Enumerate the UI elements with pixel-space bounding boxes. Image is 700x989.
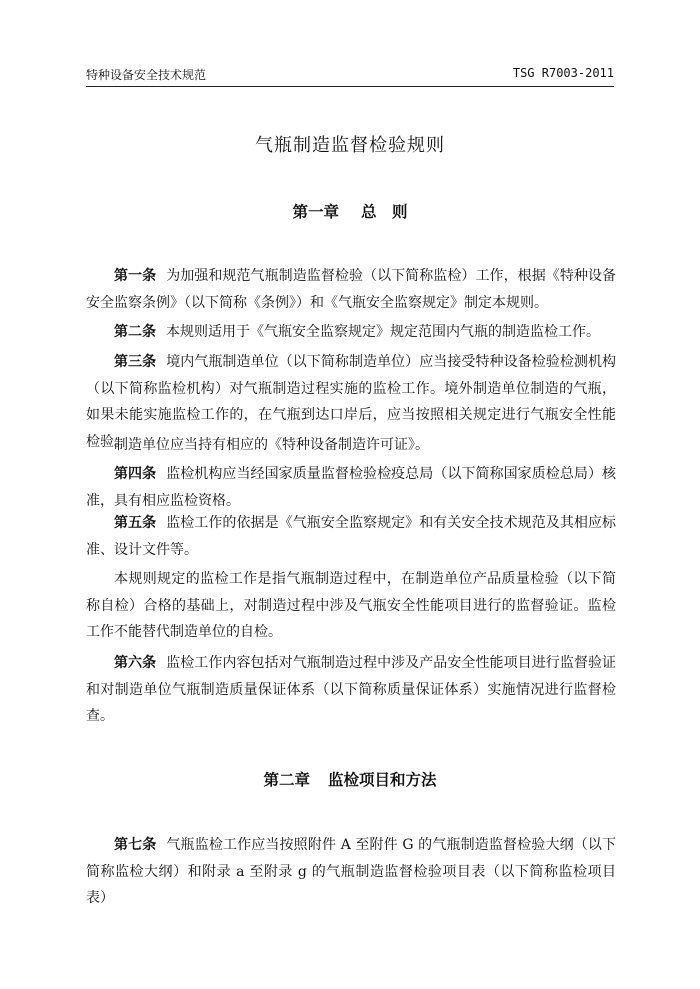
article-1 bbox=[86, 263, 616, 316]
document-title: 气瓶制造监督检验规则 bbox=[255, 135, 445, 156]
article-text: 本规则适用于《气瓶安全监察规定》规定范围内气瓶的制造监检工作。 bbox=[166, 324, 600, 340]
article-text: 监检工作的依据是《气瓶安全监察规定》和有关安全技术规范及其相应标准、设计文件等。 bbox=[86, 515, 617, 558]
article-text: 气瓶监检工作应当按照附件 A 至附件 G 的气瓶制造监督检验大纲（以下简称监检大纲）和附录 a 至附录 g 的气瓶制造监督检验项目表（以下简称监检项目表） bbox=[86, 837, 617, 906]
page-header bbox=[86, 66, 614, 84]
article-7 bbox=[86, 832, 616, 912]
article-label: 第二条 bbox=[114, 324, 156, 340]
article-text: 境内气瓶制造单位（以下简称制造单位）应当接受特种设备检验检测机构（以下简称监检机构）对气瓶制造过程实施的监检工作。境外制造单位制造的气瓶，如果未能实施监检工作的，在气瓶到达口岸后，应当按照相关规定进行气瓶安全性能检验。 bbox=[86, 354, 617, 450]
article-text: 监检机构应当经国家质量监督检验检疫总局（以下简称国家质检总局）核准，具有相应监检资格。 bbox=[86, 466, 617, 509]
article-text: 制造单位应当持有相应的《特种设备制造许可证》。 bbox=[114, 437, 429, 453]
article-label: 第七条 bbox=[114, 837, 157, 853]
article-2 bbox=[86, 319, 616, 346]
chapter-2-name: 监检项目和方法 bbox=[328, 771, 437, 789]
chapter-1-number: 第一章 bbox=[292, 203, 339, 221]
article-5 bbox=[86, 510, 616, 563]
article-4 bbox=[86, 461, 616, 514]
chapter-2-heading bbox=[0, 768, 700, 790]
article-label: 第四条 bbox=[114, 466, 157, 482]
chapter-1-name: 总 则 bbox=[361, 203, 408, 221]
article-text: 监检工作内容包括对气瓶制造过程中涉及产品安全性能项目进行监督验证和对制造单位气瓶制造质量保证体系（以下简称质量保证体系）实施情况进行监督检查。 bbox=[86, 655, 617, 724]
chapter-1-heading bbox=[0, 200, 700, 222]
header-spec-category: 特种设备安全技术规范 bbox=[86, 68, 207, 82]
article-5-paragraph-2 bbox=[86, 566, 616, 646]
article-text: 本规则规定的监检工作是指气瓶制造过程中，在制造单位产品质量检验（以下简称自检）合格的基础上，对制造过程中涉及气瓶安全性能项目进行的监督验证。监检工作不能替代制造单位的自检。 bbox=[86, 571, 616, 640]
article-label: 第五条 bbox=[114, 515, 157, 531]
article-label: 第一条 bbox=[114, 268, 157, 284]
article-6 bbox=[86, 650, 616, 730]
article-text: 为加强和规范气瓶制造监督检验（以下简称监检）工作，根据《特种设备安全监察条例》（以下简称《条例》）和《气瓶安全监察规定》制定本规则。 bbox=[86, 268, 617, 311]
header-spec-code: TSG R7003-2011 bbox=[512, 66, 614, 80]
header-divider bbox=[86, 86, 614, 87]
chapter-2-number: 第二章 bbox=[263, 771, 310, 789]
article-label: 第三条 bbox=[114, 354, 157, 370]
article-label: 第六条 bbox=[114, 655, 157, 671]
article-3-paragraph-2 bbox=[86, 432, 616, 459]
